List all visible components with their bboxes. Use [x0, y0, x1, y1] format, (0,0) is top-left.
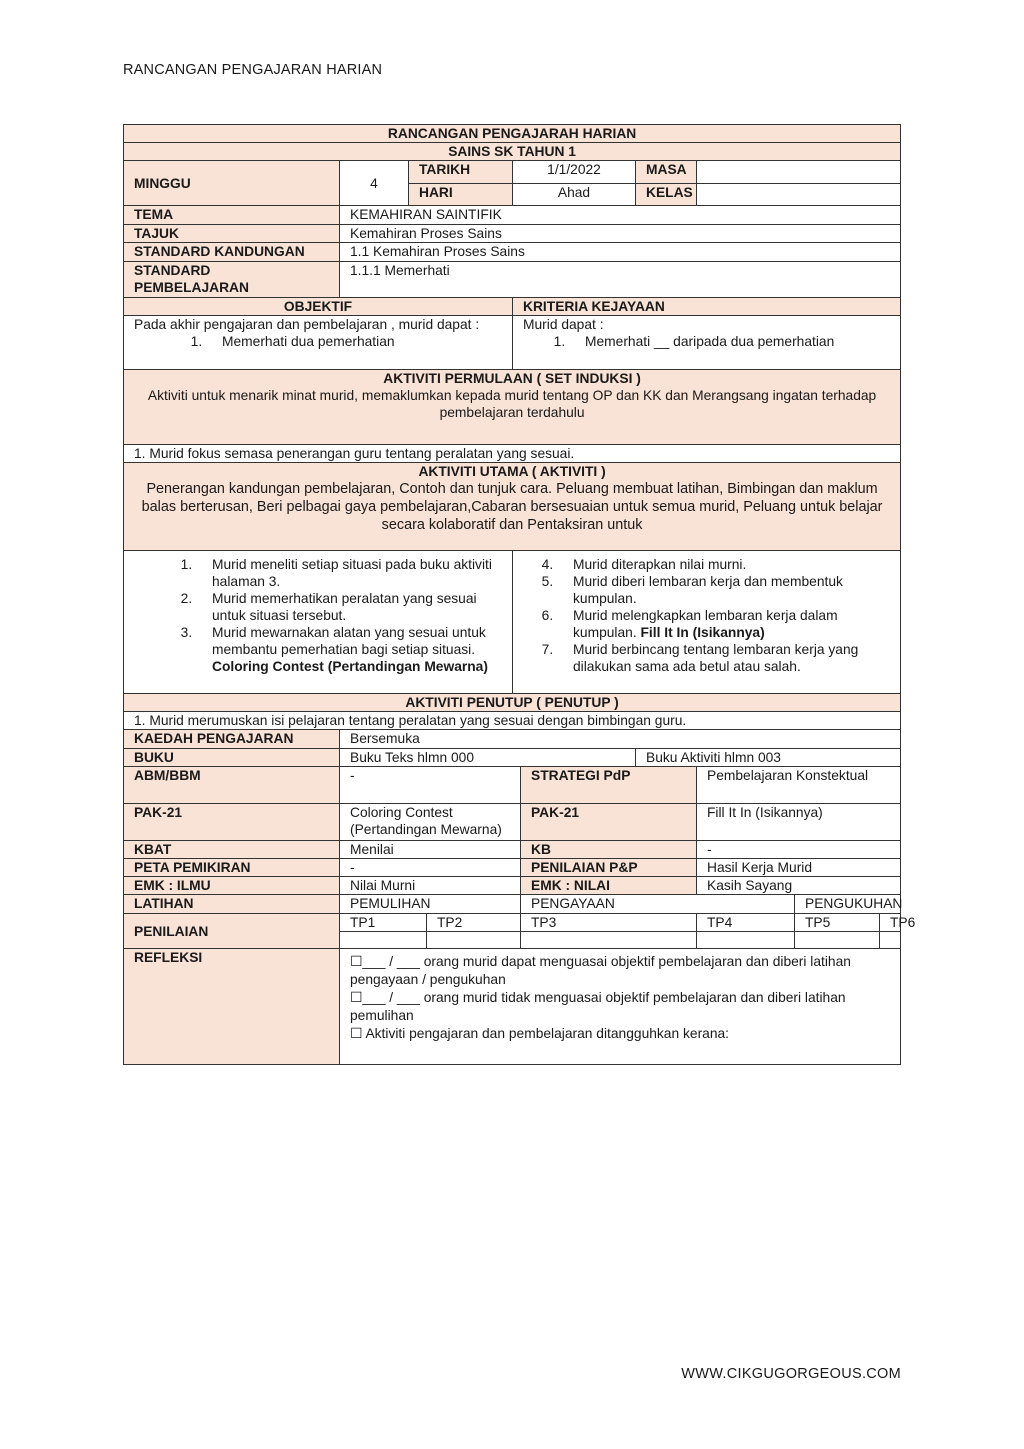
kb-label: KB: [521, 841, 697, 859]
utama-left-list: [124, 556, 502, 675]
abm-value: -: [340, 767, 521, 804]
refleksi-line: ☐ Aktiviti pengajaran dan pembelajaran ditangguhkan kerana:: [350, 1026, 730, 1041]
objektif-heading: OBJEKTIF: [124, 298, 513, 316]
kaedah-label: KAEDAH PENGAJARAN: [124, 730, 340, 749]
masa-value: [697, 161, 901, 184]
tarikh-value: 1/1/2022: [513, 161, 636, 184]
utama-right-list: [513, 556, 896, 675]
refleksi-cell: [340, 949, 901, 1065]
standard-pembelajaran-label: STANDARD PEMBELAJARAN: [124, 262, 340, 298]
permulaan-heading: AKTIVITI PERMULAAN ( SET INDUKSI ): [383, 371, 641, 386]
penilaian-label: PENILAIAN: [124, 914, 340, 949]
standard-kandungan-value: 1.1 Kemahiran Proses Sains: [340, 243, 901, 262]
fill-it-in-label: Fill It In (Isikannya): [640, 625, 765, 640]
tp2-cell: [427, 932, 521, 949]
latihan-pengayaan: PENGAYAAN: [521, 895, 795, 914]
minggu-value: 4: [340, 161, 409, 206]
pak21-label: PAK-21: [124, 804, 340, 841]
objektif-item: 1. Memerhati dua pemerhatian: [206, 333, 508, 350]
tp4-cell: [697, 932, 795, 949]
strategi-label: STRATEGI PdP: [521, 767, 697, 804]
permulaan-section: [124, 370, 901, 445]
page-footer: WWW.CIKGUGORGEOUS.COM: [681, 1366, 901, 1382]
objektif-intro: Pada akhir pengajaran dan pembelajaran , murid dapat :: [134, 317, 480, 332]
penilaian-pp-value: Hasil Kerja Murid: [697, 859, 901, 877]
pak21-value-2: Fill It In (Isikannya): [697, 804, 901, 841]
refleksi-line: ☐___ / ___ orang murid tidak menguasai objektif pembelajaran dan diberi latihan pemulihan: [350, 990, 846, 1023]
page-header: RANCANGAN PENGAJARAN HARIAN: [123, 62, 383, 78]
tp3-cell: [521, 932, 697, 949]
standard-pembelajaran-value: 1.1.1 Memerhati: [340, 262, 901, 298]
latihan-label: LATIHAN: [124, 895, 340, 914]
penilaian-pp-label: PENILAIAN P&P: [521, 859, 697, 877]
masa-label: MASA: [636, 161, 697, 184]
refleksi-line: ☐___ / ___ orang murid dapat menguasai objektif pembelajaran dan diberi latihan pengayaan / pengukuhan: [350, 954, 851, 987]
emk-ilmu-label: EMK : ILMU: [124, 877, 340, 895]
utama-right-cell: [513, 551, 901, 694]
tajuk-value: Kemahiran Proses Sains: [340, 225, 901, 243]
utama-heading: AKTIVITI UTAMA ( AKTIVITI ): [418, 464, 606, 479]
buku-value-1: Buku Teks hlmn 000: [340, 749, 636, 767]
kbat-label: KBAT: [124, 841, 340, 859]
peta-pemikiran-label: PETA PEMIKIRAN: [124, 859, 340, 877]
buku-value-2: Buku Aktiviti hlmn 003: [636, 749, 901, 767]
objektif-cell: [124, 316, 513, 370]
utama-item: 7. Murid berbincang tentang lembaran kerja yang dilakukan sama ada betul atau salah.: [557, 641, 896, 675]
plan-subtitle: SAINS SK TAHUN 1: [124, 143, 901, 161]
latihan-pengukuhan: PENGUKUHAN: [795, 895, 901, 914]
penutup-detail: 1. Murid merumuskan isi pelajaran tentang peralatan yang sesuai dengan bimbingan guru.: [124, 712, 901, 730]
kelas-label: KELAS: [636, 184, 697, 206]
permulaan-detail: 1. Murid fokus semasa penerangan guru tentang peralatan yang sesuai.: [124, 445, 901, 463]
utama-item: 6. Murid melengkapkan lembaran kerja dalam kumpulan. Fill It In (Isikannya): [557, 607, 896, 641]
tarikh-label: TARIKH: [409, 161, 513, 184]
penutup-heading: AKTIVITI PENUTUP ( PENUTUP ): [124, 694, 901, 712]
hari-value: Ahad: [513, 184, 636, 206]
pak21-value: Coloring Contest (Pertandingan Mewarna): [340, 804, 521, 841]
utama-section: [124, 463, 901, 551]
emk-nilai-value: Kasih Sayang: [697, 877, 901, 895]
kriteria-heading: KRITERIA KEJAYAAN: [513, 298, 901, 316]
latihan-pemulihan: PEMULIHAN: [340, 895, 521, 914]
coloring-contest-label: Coloring Contest (Pertandingan Mewarna): [212, 659, 488, 674]
standard-kandungan-label: STANDARD KANDUNGAN: [124, 243, 340, 262]
emk-ilmu-value: Nilai Murni: [340, 877, 521, 895]
objektif-list: [134, 333, 508, 350]
kelas-value: [697, 184, 901, 206]
tp3-label: TP3: [521, 914, 697, 932]
kb-value: -: [697, 841, 901, 859]
tp4-label: TP4: [697, 914, 795, 932]
kriteria-cell: [513, 316, 901, 370]
kbat-value: Menilai: [340, 841, 521, 859]
utama-desc: Penerangan kandungan pembelajaran, Contoh dan tunjuk cara. Peluang membuat latihan, Bimbingan dan maklum balas berterusan, Beri pelbagai gaya pembelajaran,Cabaran bersesuaian untuk semua murid, Peluang untuk belajar secara kolaboratif dan Pentaksiran untuk: [141, 481, 883, 533]
kriteria-list: [523, 333, 890, 350]
kriteria-item: 1. Memerhati __ daripada dua pemerhatian: [569, 333, 890, 350]
strategi-value: Pembelajaran Konstektual: [697, 767, 901, 804]
kriteria-intro: Murid dapat :: [523, 317, 604, 332]
tp6-cell: [880, 932, 901, 949]
peta-pemikiran-value: -: [340, 859, 521, 877]
kaedah-value: Bersemuka: [340, 730, 901, 749]
tp6-label: TP6: [880, 914, 901, 932]
plan-title: RANCANGAN PENGAJARAH HARIAN: [124, 125, 901, 143]
emk-nilai-label: EMK : NILAI: [521, 877, 697, 895]
utama-item: 5. Murid diberi lembaran kerja dan membentuk kumpulan.: [557, 573, 896, 607]
utama-left-cell: [124, 551, 513, 694]
abm-label: ABM/BBM: [124, 767, 340, 804]
tp5-cell: [795, 932, 880, 949]
tp2-label: TP2: [427, 914, 521, 932]
tp5-label: TP5: [795, 914, 880, 932]
utama-item: 2. Murid memerhatikan peralatan yang sesuai untuk situasi tersebut.: [196, 590, 502, 624]
permulaan-desc: Aktiviti untuk menarik minat murid, memaklumkan kepada murid tentang OP dan KK dan Merangsang ingatan terhadap pembelajaran terdahulu: [147, 388, 877, 420]
lesson-plan-table: [123, 124, 916, 1065]
tp1-cell: [340, 932, 427, 949]
utama-item: 4. Murid diterapkan nilai murni.: [557, 556, 896, 573]
tp1-label: TP1: [340, 914, 427, 932]
minggu-label: MINGGU: [124, 161, 340, 206]
buku-label: BUKU: [124, 749, 340, 767]
utama-item: 3. Murid mewarnakan alatan yang sesuai untuk membantu pemerhatian bagi setiap situasi. Coloring Contest (Pertandingan Mewarna): [196, 624, 502, 675]
utama-item: 1. Murid meneliti setiap situasi pada buku aktiviti halaman 3.: [196, 556, 502, 590]
tema-label: TEMA: [124, 206, 340, 225]
tajuk-label: TAJUK: [124, 225, 340, 243]
pak21-label-2: PAK-21: [521, 804, 697, 841]
hari-label: HARI: [409, 184, 513, 206]
tema-value: KEMAHIRAN SAINTIFIK: [340, 206, 901, 225]
refleksi-label: REFLEKSI: [124, 949, 340, 1065]
